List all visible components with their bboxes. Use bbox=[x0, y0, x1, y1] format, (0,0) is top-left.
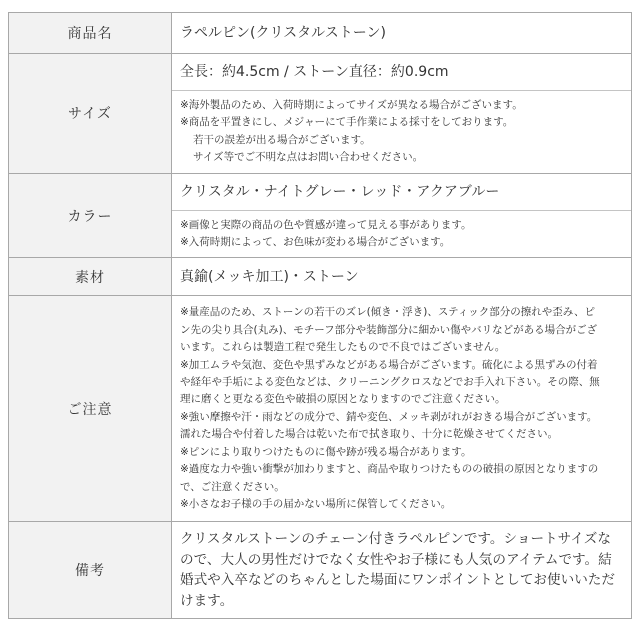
label-remarks: 備考 bbox=[9, 522, 172, 619]
size-note-4: サイズ等でご不明な点はお問い合わせください。 bbox=[193, 151, 424, 164]
row-material bbox=[9, 258, 632, 296]
label-product-name: 商品名 bbox=[9, 13, 172, 54]
size-text: 全長：約4.5cm / ストーン直径：約0.9cm bbox=[180, 64, 449, 80]
caution-line: ※加工ムラや気泡、変色や黒ずみなどがある場合がございます。硫化による黒ずみの付着 bbox=[180, 358, 598, 371]
caution-line: ン先の尖り具合(丸み)、モチーフ部分や装飾部分に細かい傷やバリなどがある場合がござ bbox=[180, 323, 598, 336]
color-note-2: ※入荷時期によって、お色味が変わる場合がございます。 bbox=[180, 236, 451, 249]
caution-notes bbox=[172, 296, 631, 521]
size-notes bbox=[172, 90, 631, 173]
row-caution bbox=[9, 296, 632, 522]
remarks-line: 婚式や入卒などのちゃんとした場面にワンポイントとしてお使いいただ bbox=[180, 572, 615, 589]
color-text: クリスタル・ナイトグレー・レッド・アクアブルー bbox=[180, 183, 500, 200]
caution-line: ※小さなお子様の手の届かない場所に保管してください。 bbox=[180, 497, 452, 510]
caution-line: います。これらは製造工程で発生したもので不良ではございません。 bbox=[180, 341, 506, 354]
product-name-text: ラペルピン(クリスタルストーン) bbox=[180, 25, 386, 41]
row-size bbox=[9, 54, 632, 174]
material-text: 真鍮(メッキ加工)・ストーン bbox=[180, 268, 359, 285]
row-product-name bbox=[9, 13, 632, 54]
caution-line: 濡れた場合や付着した場合は乾いた布で拭き取り、十分に乾燥させてください。 bbox=[180, 428, 558, 441]
remarks-line: クリスタルストーンのチェーン付きラペルピンです。ショートサイズな bbox=[180, 531, 611, 548]
product-spec-table bbox=[8, 12, 632, 619]
caution-line: ※量産品のため、ストーンの若干のズレ(傾き・浮き)、スティック部分の擦れや歪み、ピ bbox=[180, 306, 595, 319]
caution-line: ※ピンにより取りつけたものに傷や跡が残る場合があります。 bbox=[180, 445, 472, 458]
color-notes bbox=[172, 210, 631, 258]
value-color bbox=[172, 173, 632, 258]
label-material: 素材 bbox=[9, 258, 172, 296]
value-product-name bbox=[172, 13, 632, 54]
value-caution bbox=[172, 296, 632, 522]
size-note-1: ※海外製品のため、入荷時期によってサイズが異なる場合がございます。 bbox=[180, 99, 523, 111]
label-size: サイズ bbox=[9, 54, 172, 174]
caution-line: ※強い摩擦や汗・雨などの成分で、錆や変色、メッキ剥がれがおきる場合がございます。 bbox=[180, 410, 598, 423]
caution-line: ※過度な力や強い衝撃が加わりますと、商品や取りつけたものの破損の原因となりますの bbox=[180, 463, 599, 476]
caution-line: 理に磨くと更なる変色や破損の原因となりますのでご注意ください。 bbox=[180, 393, 506, 406]
value-material bbox=[172, 258, 632, 296]
caution-line: や経年や手垢による変色などは、クリーニングクロスなどでお手入れ下さい。その際、無 bbox=[180, 376, 600, 389]
label-caution: ご注意 bbox=[9, 296, 172, 522]
value-size bbox=[172, 54, 632, 174]
remarks-line: けます。 bbox=[180, 592, 234, 609]
size-note-2: ※商品を平置きにし、メジャーにて手作業による採寸をしております。 bbox=[180, 116, 514, 129]
row-color bbox=[9, 173, 632, 258]
label-color: カラー bbox=[9, 173, 172, 258]
caution-line: で、ご注意ください。 bbox=[180, 480, 285, 493]
remarks-line: ので、大人の男性だけでなく女性やお子様にも人気のアイテムです。結 bbox=[180, 551, 612, 568]
color-note-1: ※画像と実際の商品の色や質感が違って見える事があります。 bbox=[180, 218, 472, 231]
value-remarks bbox=[172, 522, 632, 619]
size-note-3: 若干の誤差が出る場合がございます。 bbox=[193, 133, 371, 146]
row-remarks bbox=[9, 522, 632, 619]
